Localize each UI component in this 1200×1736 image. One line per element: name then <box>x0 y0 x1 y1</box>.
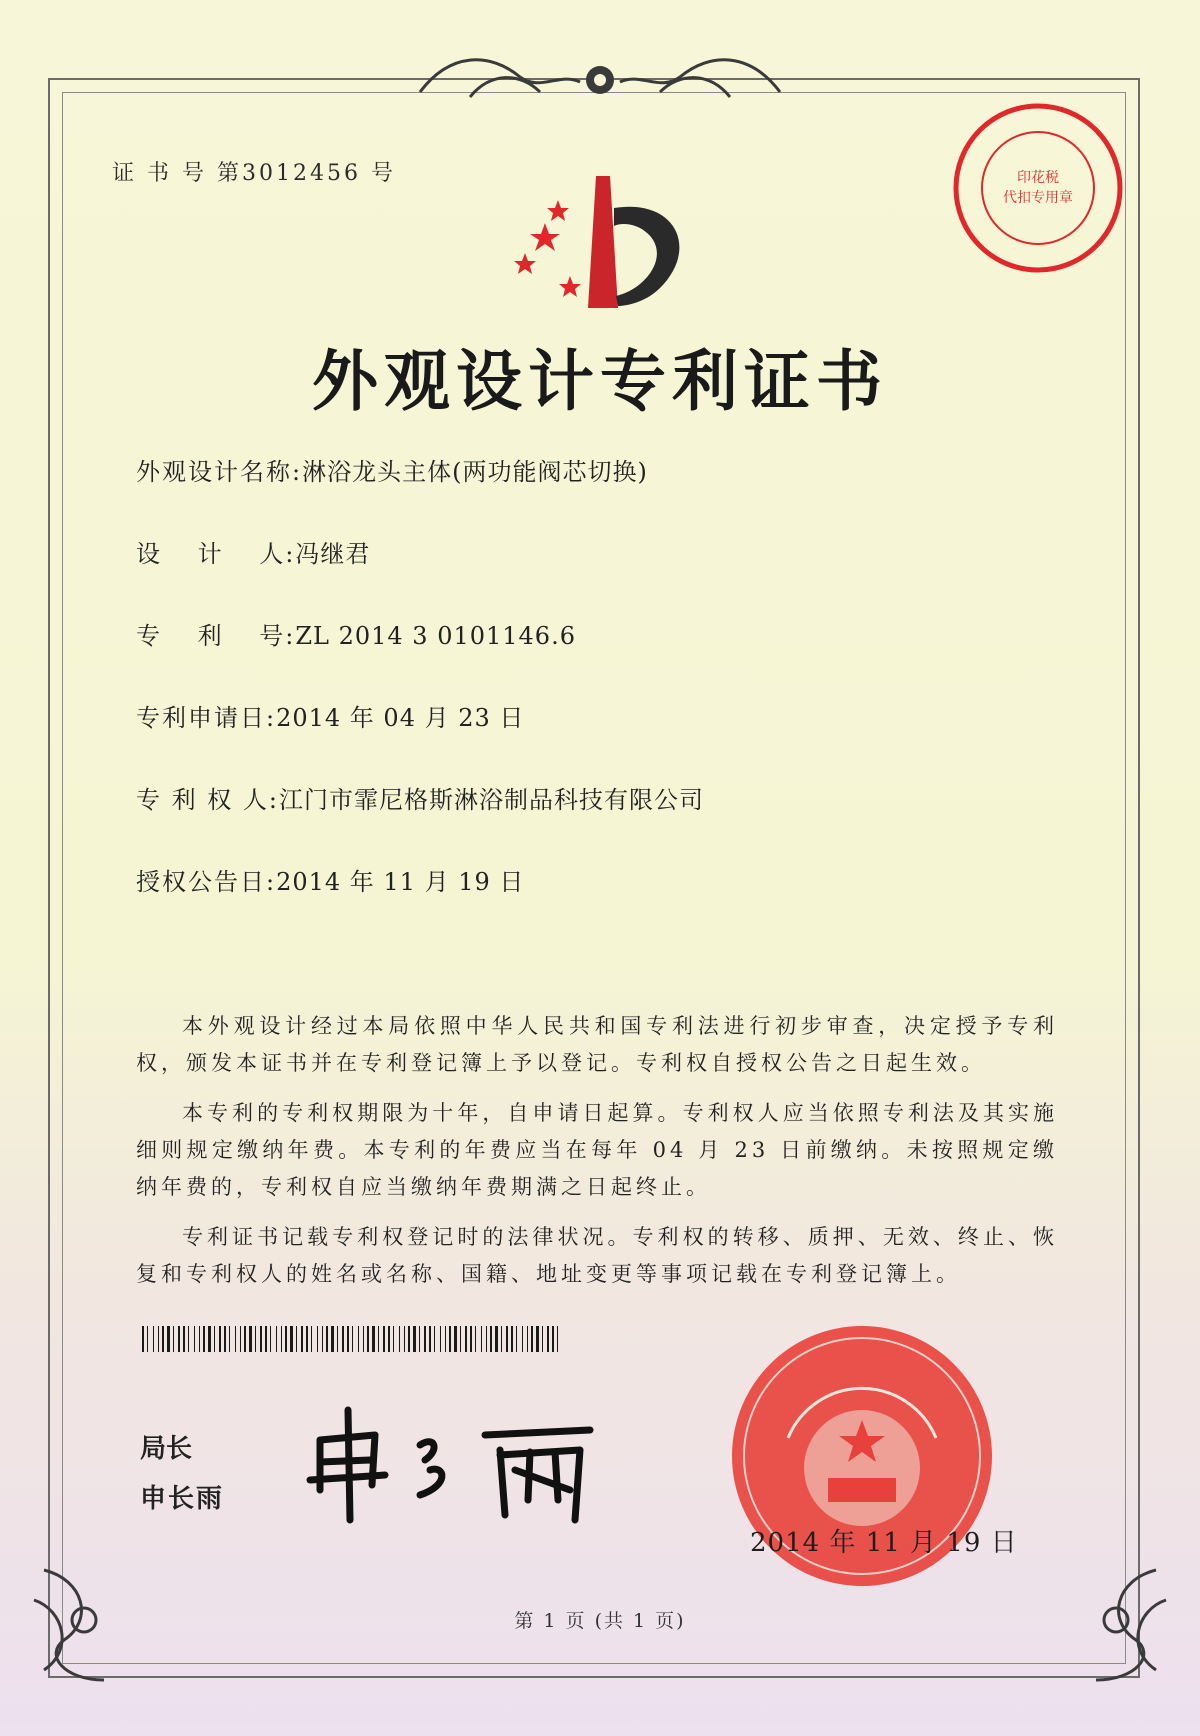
tax-stamp-icon <box>950 100 1126 276</box>
page-title: 外观设计专利证书 <box>312 342 888 420</box>
body-text <box>136 1008 1058 1293</box>
field-value: 2014 年 04 月 23 日 <box>276 704 525 732</box>
certificate-number: 证 书 号 第3012456 号 <box>112 161 396 186</box>
field-value: 冯继君 <box>295 540 371 568</box>
field-label: 授权公告日: <box>136 868 277 896</box>
paragraph: 本专利的专利权期限为十年，自申请日起算。专利权人应当依照专利法及其实施细则规定缴纳年费。本专利的年费应当在每年 04 月 23 日前缴纳。未按照规定缴纳年费的，专利权自应当缴纳年费期满之日起终止。 <box>136 1101 1058 1199</box>
field-value: 2014 年 11 月 19 日 <box>276 868 525 896</box>
field-label: 设 计 人: <box>136 540 296 568</box>
svg-text:印花税: 印花税 <box>1017 170 1059 186</box>
field-label: 专 利 号: <box>136 622 296 650</box>
paragraph: 专利证书记载专利权登记时的法律状况。专利权的转移、质押、无效、终止、恢复和专利权人的姓名或名称、国籍、地址变更等事项记载在专利登记簿上。 <box>136 1225 1058 1286</box>
field-label: 专利申请日: <box>136 704 277 732</box>
design-name-field <box>136 452 648 487</box>
director-signature-icon <box>300 1390 620 1530</box>
patent-number-field <box>136 616 576 651</box>
director-name: 申长雨 <box>140 1484 225 1514</box>
patent-office-emblem-icon <box>500 168 700 318</box>
top-ornament-icon <box>410 42 790 112</box>
field-label: 专 利 权 人: <box>136 786 279 814</box>
designer-field <box>136 534 370 569</box>
seal-date: 2014 年 11 月 19 日 <box>750 1528 1018 1558</box>
paragraph: 本外观设计经过本局依照中华人民共和国专利法进行初步审查，决定授予专利权，颁发本证书并在专利登记簿上予以登记。专利权自授权公告之日起生效。 <box>136 1014 1058 1075</box>
director-title: 局长 <box>140 1434 193 1464</box>
grant-date-field <box>136 862 524 897</box>
field-value: ZL 2014 3 0101146.6 <box>295 622 576 650</box>
application-date-field <box>136 698 524 733</box>
field-value: 江门市霏尼格斯淋浴制品科技有限公司 <box>278 786 704 814</box>
patentee-field <box>136 780 704 815</box>
field-label: 外观设计名称: <box>136 458 303 486</box>
barcode-icon <box>142 1326 562 1352</box>
page-number: 第 1 页 (共 1 页) <box>514 1610 686 1632</box>
svg-text:代扣专用章: 代扣专用章 <box>1003 190 1073 206</box>
field-value: 淋浴龙头主体(两功能阀芯切换) <box>302 458 648 486</box>
